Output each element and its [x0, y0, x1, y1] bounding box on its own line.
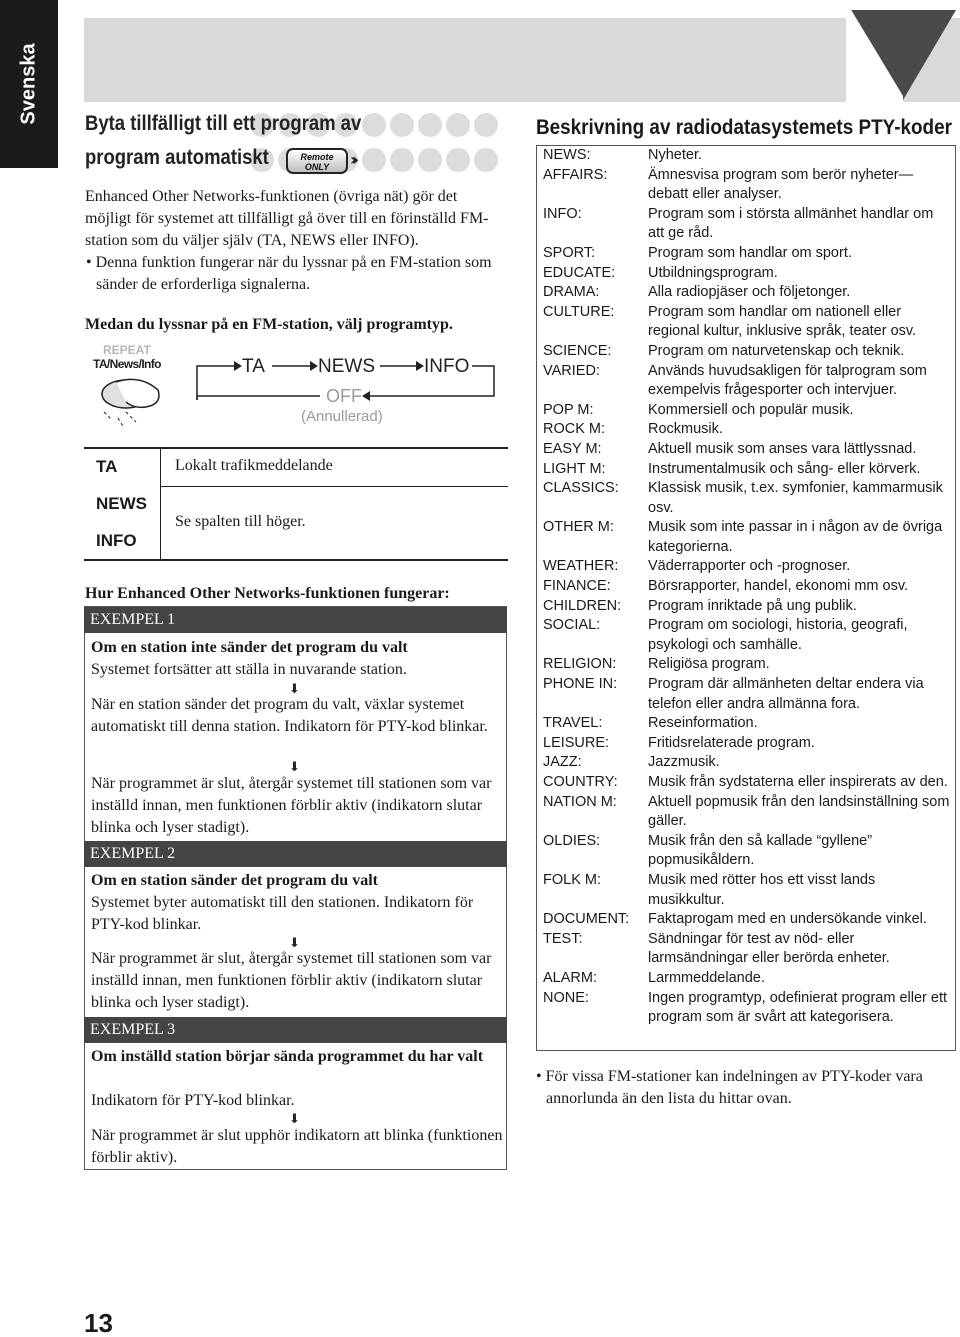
repeat-label: REPEAT	[103, 343, 151, 357]
flow-off-note: (Annullerad)	[301, 408, 383, 425]
pty-code-row	[543, 753, 953, 773]
pty-code-row	[543, 244, 953, 264]
pty-code: SCIENCE:	[543, 342, 612, 359]
pty-code: DRAMA:	[543, 284, 600, 301]
pty-code: VARIED:	[543, 362, 600, 379]
program-table-row-rule	[160, 486, 508, 487]
pty-code-row	[543, 460, 953, 480]
pty-code-description: Musik med rötter hos ett visst lands musikkultur.	[648, 871, 876, 908]
pty-code-row	[543, 832, 953, 871]
pty-code-description: Program som handlar om sport.	[648, 244, 852, 261]
ta-news-info-button-label: TA/News/Info	[93, 357, 161, 371]
pty-code-description: Program där allmänheten deltar endera via telefon eller andra allmänna fora.	[648, 676, 924, 712]
remote-badge-line2: ONLY	[304, 162, 330, 172]
pty-code-row	[543, 597, 953, 617]
pty-code: SPORT:	[543, 244, 596, 261]
pty-code: POP M:	[543, 401, 594, 418]
instruction-text: Medan du lyssnar på en FM-station, välj programtyp.	[85, 316, 453, 333]
example-1-label: EXEMPEL 1	[84, 607, 507, 633]
remote-only-badge	[286, 148, 348, 174]
pty-code-description: Program om naturvetenskap och teknik.	[648, 342, 905, 359]
pty-code-row	[543, 264, 953, 284]
pty-code: NATION M:	[543, 793, 617, 810]
pty-code: CLASSICS:	[543, 480, 619, 497]
pty-code-description: Rockmusik.	[648, 421, 723, 438]
header-bar	[84, 18, 960, 102]
language-tab	[0, 0, 58, 168]
pty-code-description: Larmmeddelande.	[648, 969, 765, 986]
pty-code-description: Reseinformation.	[648, 715, 758, 732]
program-table-divider	[160, 448, 161, 560]
example-1-heading: Om en station inte sänder det program du valt	[91, 639, 408, 656]
pty-code-description: Utbildningsprogram.	[648, 264, 778, 281]
pty-code-row	[543, 557, 953, 577]
pty-code: NEWS:	[543, 147, 591, 163]
section-title-line2: program automatiskt	[85, 146, 269, 169]
flow-off-label: OFF	[326, 386, 362, 406]
pty-code: CULTURE:	[543, 303, 615, 320]
pty-code: RELIGION:	[543, 656, 617, 673]
pty-code: INFO:	[543, 205, 582, 222]
pty-code: TEST:	[543, 930, 583, 947]
pty-code-row	[543, 714, 953, 734]
pty-code: WEATHER:	[543, 558, 619, 575]
down-arrow-icon: ⬇	[289, 682, 300, 697]
program-key-ta: TA	[96, 457, 118, 476]
pty-code-row	[543, 773, 953, 793]
pty-code-row	[543, 146, 953, 166]
flow-news-label: NEWS	[318, 356, 375, 377]
pty-code: PHONE IN:	[543, 676, 618, 693]
program-key-news: NEWS	[96, 494, 147, 513]
pty-code-row	[543, 930, 953, 969]
pty-code-description: Alla radiopjäser och följetonger.	[648, 284, 851, 301]
pty-code-row	[543, 989, 953, 1028]
pty-code-description: Aktuell popmusik från den landsinställning som gäller.	[648, 793, 950, 830]
how-it-works-title: Hur Enhanced Other Networks-funktionen fungerar:	[85, 585, 450, 602]
example-2-heading: Om en station sänder det program du valt	[91, 872, 378, 889]
pty-code-row	[543, 577, 953, 597]
pty-code-description: Aktuell musik som anses vara lättlyssnad.	[648, 440, 917, 457]
pty-code-description: Ingen programtyp, odefinierat program eller ett program som är svårt att kategorisera.	[648, 989, 948, 1026]
pty-code-description: Fritidsrelaterade program.	[648, 734, 815, 751]
remote-signal-icon: ›››	[350, 150, 355, 169]
pty-code: ROCK M:	[543, 421, 606, 438]
pty-code-row	[543, 655, 953, 675]
pty-code-description: Klassisk musik, t.ex. symfonier, kammarmusik osv.	[648, 480, 943, 516]
pty-code: OTHER M:	[543, 519, 614, 536]
pty-code: AFFAIRS:	[543, 166, 608, 183]
example-3-heading: Om inställd station börjar sända programmet du har valt	[91, 1048, 484, 1065]
down-arrow-icon: ⬇	[289, 760, 300, 775]
pty-code-row	[543, 205, 953, 244]
pty-code-row	[543, 420, 953, 440]
example-1-step-2: När en station sänder det program du valt, växlar systemet automatiskt till denna station. Indikatorn för PTY-kod blinkar.	[91, 696, 488, 735]
pty-code-row	[543, 910, 953, 930]
pty-code-description: Religiösa program.	[648, 656, 770, 673]
intro-bullet: • Denna funktion fungerar när du lyssnar på en FM-station som sänder de erforderliga signalerna.	[86, 254, 492, 293]
pty-code-description: Program om sociologi, historia, geografi, psykologi och samhälle.	[648, 617, 908, 653]
pty-code: ALARM:	[543, 969, 597, 986]
pty-codes-list	[543, 146, 953, 1028]
program-table-bottom-rule	[84, 559, 508, 561]
pty-code: FOLK M:	[543, 871, 602, 888]
pty-code-description: Musik från sydstaterna eller inspirerats av den.	[648, 774, 948, 790]
pty-code: LEISURE:	[543, 734, 610, 751]
pty-code-row	[543, 616, 953, 655]
example-3-step-1: Indikatorn för PTY-kod blinkar.	[91, 1092, 295, 1109]
button-press-hand-icon	[96, 372, 166, 432]
example-3-label: EXEMPEL 3	[84, 1017, 507, 1043]
pty-code: FINANCE:	[543, 578, 611, 595]
pty-code-row	[543, 793, 953, 832]
pty-code-description: Används huvudsakligen för talprogram som exempelvis frågesporter och intervjuer.	[648, 362, 927, 399]
pty-code: SOCIAL:	[543, 617, 601, 634]
flow-info-label: INFO	[424, 356, 470, 377]
pty-code-description: Musik som inte passar in i någon av de övriga kategorierna.	[648, 519, 943, 555]
pty-code-description: Ämnesvisa program som berör nyheter— debatt eller analyser.	[648, 166, 914, 203]
pty-code-row	[543, 342, 953, 362]
pty-code-row	[543, 871, 953, 910]
pty-code-row	[543, 675, 953, 714]
remote-badge-line1: Remote	[300, 152, 334, 162]
example-1-step-1: Systemet fortsätter att ställa in nuvarande station.	[91, 661, 407, 678]
pty-code: EASY M:	[543, 440, 602, 457]
pty-code-row	[543, 518, 953, 557]
pty-code-description: Musik från den så kallade “gyllene” popmusikåldern.	[648, 832, 873, 869]
page-number: 13	[84, 1308, 113, 1337]
pty-code-description: Väderrapporter och -prognoser.	[648, 558, 851, 575]
example-2-label: EXEMPEL 2	[84, 841, 507, 867]
pty-code-description: Faktaprogam med en undersökande vinkel.	[648, 911, 927, 928]
pty-code-row	[543, 734, 953, 754]
pty-code-description: Börsrapporter, handel, ekonomi mm osv.	[648, 578, 909, 595]
pty-code-row	[543, 401, 953, 421]
pty-code-description: Program som handlar om nationell eller regional kultur, inklusive språk, teater osv.	[648, 303, 917, 340]
pty-code: DOCUMENT:	[543, 911, 630, 928]
pty-code-row	[543, 479, 953, 518]
example-3-step-2: När programmet är slut upphör indikatorn att blinka (funktionen förblir aktiv).	[91, 1127, 503, 1166]
down-arrow-icon: ⬇	[289, 1112, 300, 1127]
pty-code-row	[543, 303, 953, 342]
example-1-step-3: När programmet är slut, återgår systemet till stationen som var inställd innan, men funktionen förblir aktiv (indikatorn slutar blinka och lyser stadigt).	[91, 775, 492, 836]
pty-code-row	[543, 440, 953, 460]
corner-triangle-icon	[846, 8, 960, 102]
pty-code: TRAVEL:	[543, 715, 603, 732]
program-desc-news-info: Se spalten till höger.	[175, 513, 306, 530]
pty-code: NONE:	[543, 989, 589, 1006]
pty-code: EDUCATE:	[543, 264, 616, 281]
pty-code-description: Program som i största allmänhet handlar om att ge råd.	[648, 205, 934, 242]
intro-paragraph: Enhanced Other Networks-funktionen (övriga nät) gör det möjligt för systemet att tillfälligt gå över till en förinställd FM-station som du väljer själv (TA, NEWS eller INFO).	[85, 188, 489, 249]
pty-code: LIGHT M:	[543, 460, 606, 477]
example-2-step-2: När programmet är slut, återgår systemet till stationen som var inställd innan, men funktionen förblir aktiv (indikatorn slutar blinka och lyser stadigt).	[91, 950, 492, 1011]
pty-code-row	[543, 969, 953, 989]
pty-code: JAZZ:	[543, 754, 582, 771]
program-table-top-rule	[84, 447, 508, 449]
down-arrow-icon: ⬇	[289, 936, 300, 951]
section-title-line1: Byta tillfälligt till ett program av	[85, 112, 362, 135]
pty-code: CHILDREN:	[543, 597, 622, 614]
example-2-step-1: Systemet byter automatiskt till den stationen. Indikatorn för PTY-kod blinkar.	[91, 894, 474, 933]
language-label: Svenska	[17, 43, 40, 125]
pty-code-description: Nyheter.	[648, 147, 702, 163]
flow-ta-label: TA	[242, 356, 265, 377]
pty-code: COUNTRY:	[543, 774, 618, 790]
pty-code-description: Program inriktade på ung publik.	[648, 597, 857, 614]
pty-code-row	[543, 166, 953, 205]
pty-code-description: Kommersiell och populär musik.	[648, 401, 854, 418]
pty-code-description: Jazzmusik.	[648, 754, 720, 771]
pty-code-description: Sändningar för test av nöd- eller larmsändningar eller berörda enheter.	[648, 930, 890, 967]
pty-note: • För vissa FM-stationer kan indelningen av PTY-koder vara annorlunda än den lista du hittar ovan.	[536, 1068, 923, 1107]
pty-code: OLDIES:	[543, 832, 601, 849]
program-desc-ta: Lokalt trafikmeddelande	[175, 457, 333, 474]
pty-codes-title: Beskrivning av radiodatasystemets PTY-koder	[536, 116, 952, 139]
program-key-info: INFO	[96, 531, 137, 550]
pty-code-description: Instrumentalmusik och sång- eller körverk.	[648, 460, 921, 477]
pty-code-row	[543, 283, 953, 303]
pty-code-row	[543, 362, 953, 401]
